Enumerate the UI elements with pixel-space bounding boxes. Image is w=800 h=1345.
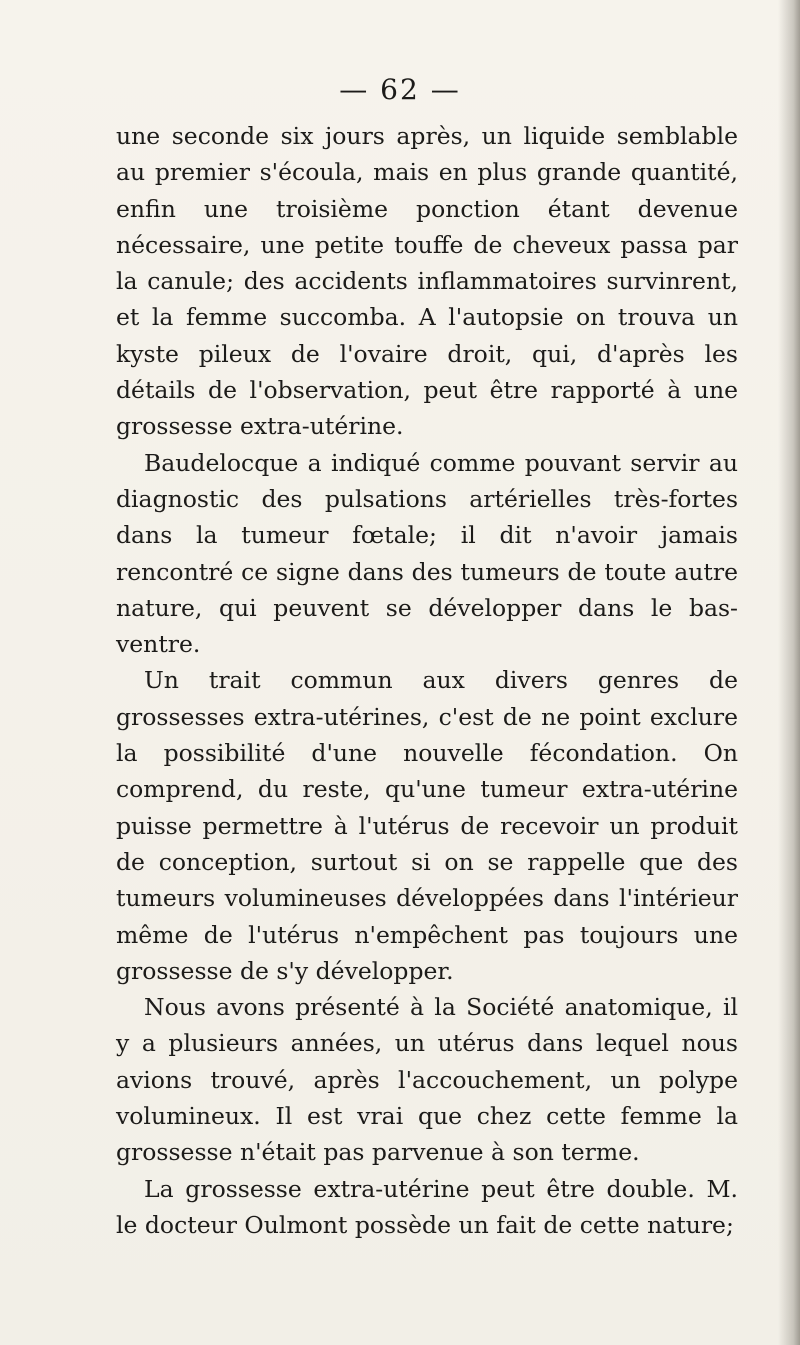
paragraph-2: Baudelocque a indiqué comme pouvant servir au diagnostic des pulsations artérielles très-fortes dans la tumeur fœtale; il dit n'avoir jamais rencontré ce signe dans des tumeurs de toute autre nature, qui peuvent se développer dans le bas-ventre. (116, 448, 738, 659)
paragraph-1: une seconde six jours après, un liquide semblable au premier s'écoula, mais en plus grande quantité, enfin une troisième ponction étant devenue nécessaire, une petite touffe de cheveux passa par la canule; des accidents inflammatoires survinrent, et la femme succomba. A l'autopsie on trouva un kyste pileux de l'ovaire droit, qui, d'après les détails de l'observation, peut être rapporté à une grossesse extra-utérine. (116, 122, 738, 441)
page-number: — 62 — (339, 73, 461, 106)
page-edge-shadow (778, 0, 800, 1345)
paragraph-5: La grossesse extra-utérine peut être double. M. le docteur Oulmont possède un fait de cette nature; (116, 1174, 738, 1239)
paragraph-4: Nous avons présenté à la Société anatomique, il y a plusieurs années, un utérus dans lequel nous avions trouvé, après l'accouchement, un polype volumineux. Il est vrai que chez cette femme la grossesse n'était pas parvenue à son terme. (116, 993, 738, 1167)
body-text (116, 118, 738, 1243)
paragraph-3: Un trait commun aux divers genres de grossesses extra-utérines, c'est de ne point exclure la possibilité d'une nouvelle fécondation. On comprend, du reste, qu'une tumeur extra-utérine puisse permettre à l'utérus de recevoir un produit de conception, surtout si on se rappelle que des tumeurs volumineuses développées dans l'intérieur même de l'utérus n'empêchent pas toujours une grossesse de s'y développer. (116, 666, 738, 985)
